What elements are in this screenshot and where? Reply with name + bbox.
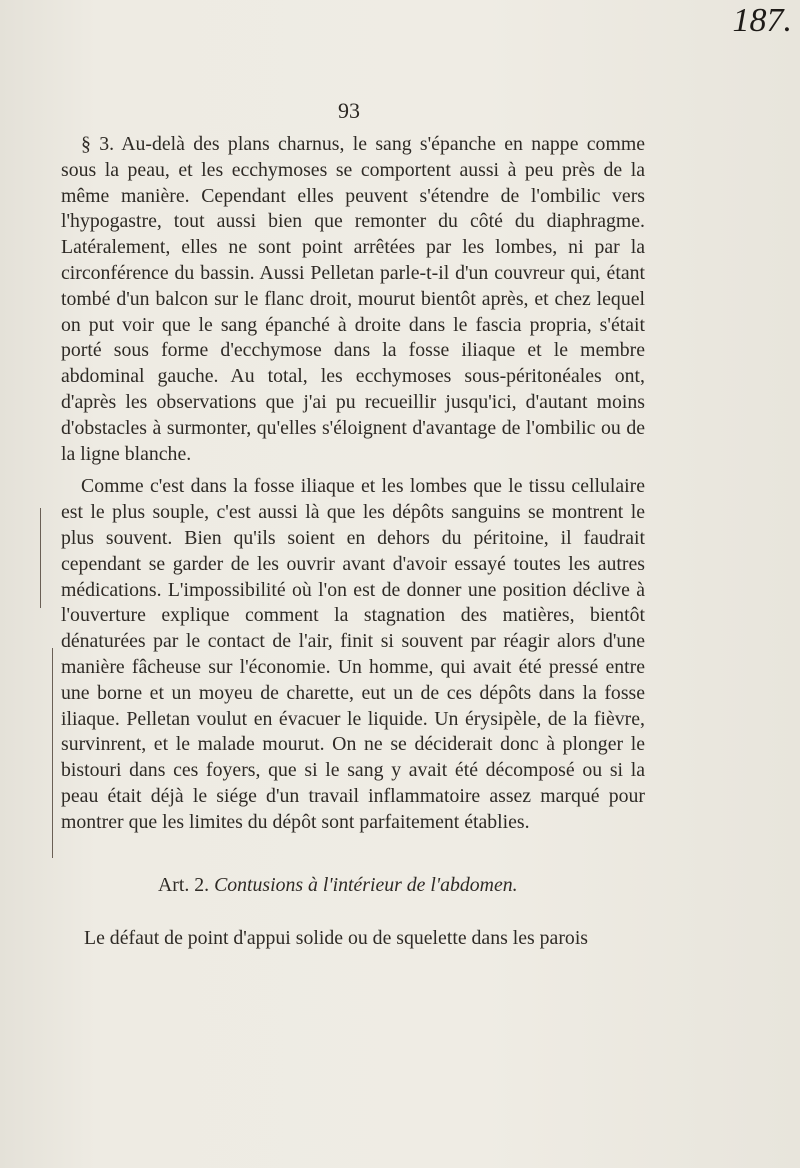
page-number: 93 <box>338 98 360 123</box>
body-text <box>61 132 645 836</box>
folio-number: 187. <box>732 2 792 39</box>
paragraph-1: § 3. Au-delà des plans charnus, le sang s'épanche en nappe comme sous la peau, et les ecchymoses se comportent aussi à peu près de la même manière. Cependant elles peuvent s'étendre de l'ombilic vers l'hypogastre, tout aussi bien que remonter du côté du diaphragme. Latéralement, elles ne sont point arrêtées par les lombes, ni par la circonférence du bassin. Aussi Pelletan parle-t-il d'un couvreur qui, étant tombé d'un balcon sur le flanc droit, mourut bientôt après, et chez lequel on put voir que le sang épanché à droite dans le fascia propria, s'était porté sous forme d'ecchymose dans la fosse iliaque et le membre abdominal gauche. Au total, les ecchymoses sous-péritonéales ont, d'après les observations que j'ai pu recueillir jusqu'ici, d'autant moins d'obstacles à surmonter, qu'elles s'éloignent d'avantage de l'ombilic ou de la ligne blanche. <box>61 133 645 465</box>
article-label: Art. 2. <box>158 874 210 896</box>
paragraph-2: Comme c'est dans la fosse iliaque et les lombes que le tissu cellulaire est le plus souple, c'est aussi là que les dépôts sanguins se montrent le plus souvent. Bien qu'ils soient en dehors du péritoine, il faudrait cependant se garder de les ouvrir avant d'avoir essayé toutes les autres médications. L'impossibilité où l'on est de donner une position déclive à l'ouverture explique comment la stagnation des matières, bientôt dénaturées par le contact de l'air, finit si souvent par réagir alors d'une manière fâcheuse sur l'économie. Un homme, qui avait été pressé entre une borne et un moyeu de charette, eut un de ces dépôts dans la fosse iliaque. Pelletan voulut en évacuer le liquide. Un érysipèle, de la fièvre, survinrent, et le malade mourut. On ne se déciderait donc à plonger le bistouri dans ces foyers, que si le sang y avait été décomposé ou si la peau était déjà le siége d'un travail inflammatoire assez marqué pour montrer que les limites du dépôt sont parfaitement établies. <box>61 475 645 833</box>
continuation-line: Le défaut de point d'appui solide ou de squelette dans les parois <box>84 927 589 949</box>
article-title: Contusions à l'intérieur de l'abdomen. <box>214 874 518 896</box>
article-heading <box>158 874 518 897</box>
margin-mark-upper <box>40 508 41 608</box>
margin-mark-lower <box>52 648 53 858</box>
